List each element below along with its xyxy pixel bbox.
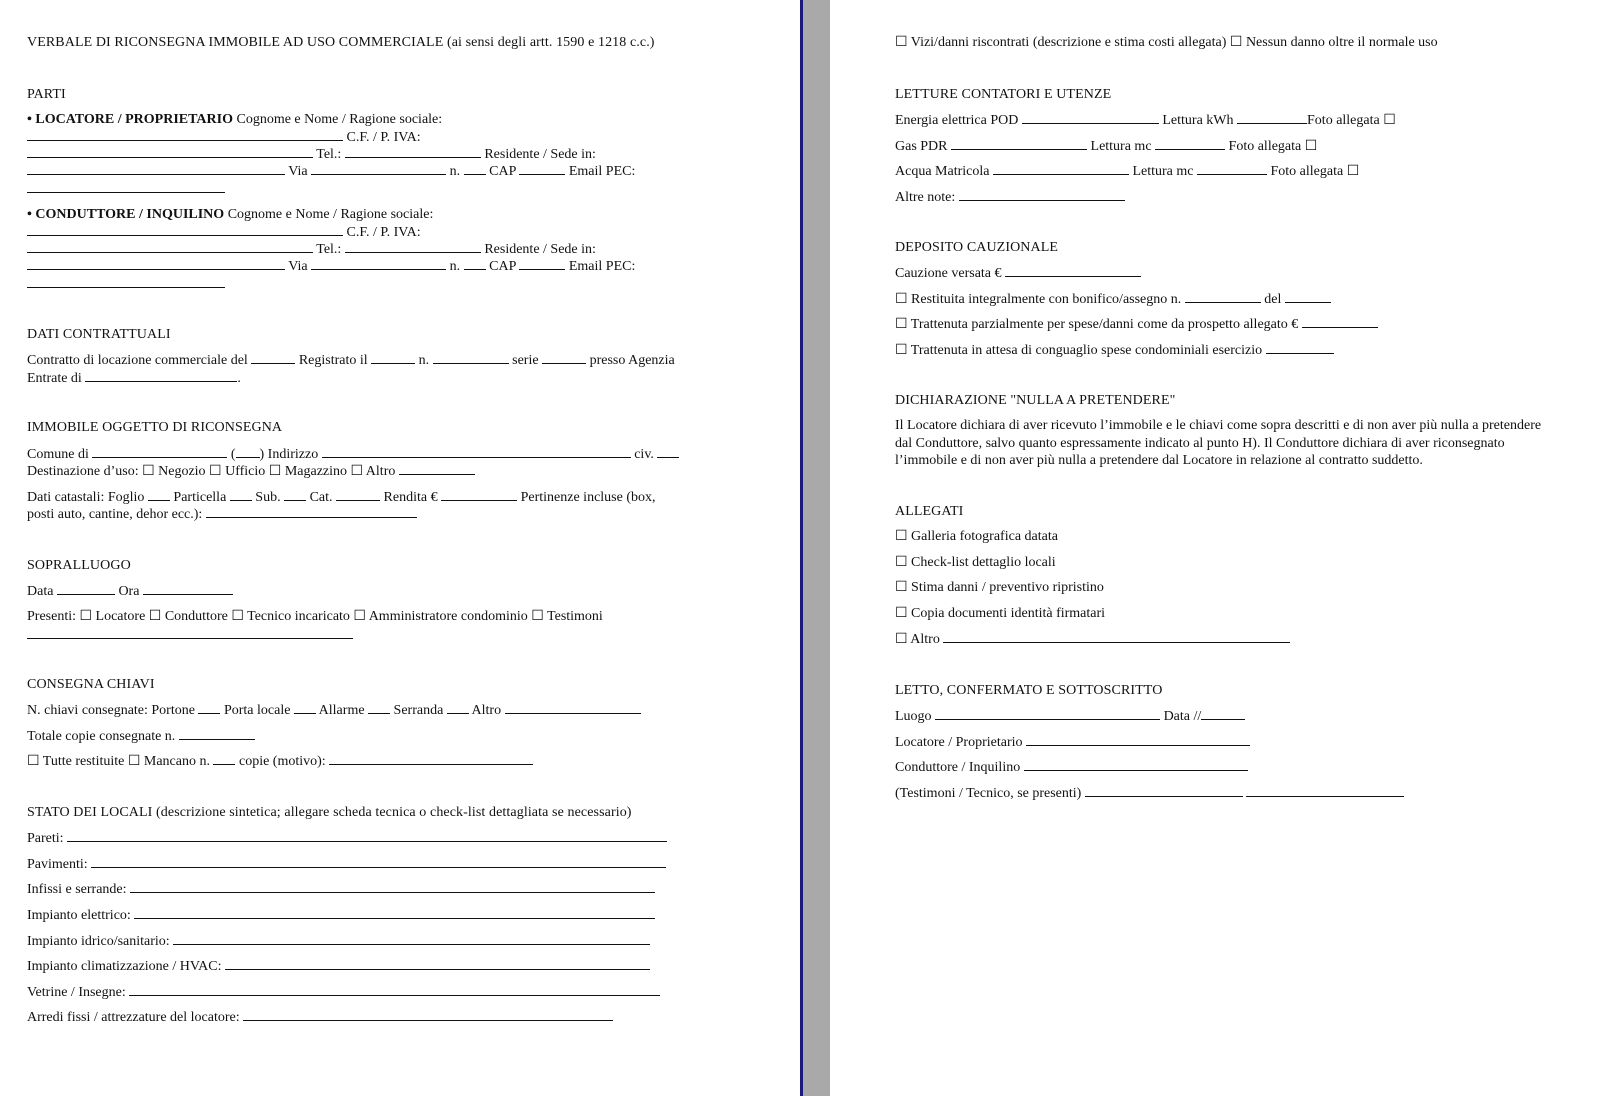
via-label: Via	[288, 164, 308, 179]
stato-field[interactable]	[134, 906, 655, 919]
locatore-cf-line	[27, 128, 421, 146]
conduttore-via-line	[27, 257, 635, 275]
paren-open: (	[230, 447, 236, 462]
trattenuta-conguaglio-line	[895, 341, 1334, 359]
stato-item	[27, 957, 650, 975]
stato-item	[27, 906, 655, 924]
cauzione-line	[895, 264, 1141, 282]
stato-field[interactable]	[130, 880, 655, 893]
stato-field[interactable]	[129, 983, 660, 996]
allegato-checkbox[interactable]: ☐ Copia documenti identità firmatari	[895, 606, 1106, 621]
altre-note-field[interactable]	[959, 188, 1125, 201]
rendita-label: Rendita €	[383, 490, 438, 505]
conduttore-residente-field[interactable]	[27, 257, 285, 270]
foto-checkbox[interactable]: Foto allegata ☐	[1228, 139, 1318, 154]
trattenuta-parziale-checkbox[interactable]: ☐ Trattenuta parzialmente per spese/danni come da prospetto allegato €	[895, 317, 1299, 332]
copie-motivo-label: copie (motivo):	[238, 754, 326, 769]
document-title: VERBALE DI RICONSEGNA IMMOBILE AD USO COMMERCIALE (ai sensi degli artt. 1590 e 1218 c.c.)	[27, 35, 655, 50]
locatore-via-field[interactable]	[311, 162, 446, 175]
chiavi-line	[27, 701, 641, 719]
conduttore-via-field[interactable]	[311, 257, 446, 270]
sopralluogo-data-line	[27, 582, 233, 600]
serranda-field[interactable]	[447, 701, 469, 714]
tel-label: Tel.:	[316, 242, 342, 257]
section-heading-deposito: DEPOSITO CAUZIONALE	[895, 240, 1059, 255]
name-label: Cognome e Nome / Ragione sociale:	[224, 207, 434, 222]
pertinenze-field[interactable]	[206, 505, 417, 518]
energia-label: Energia elettrica POD	[895, 113, 1019, 128]
allegato-item	[895, 528, 1058, 545]
foglio-field[interactable]	[148, 488, 170, 501]
entrate-label: Entrate di	[27, 371, 82, 386]
civ-label: civ.	[634, 447, 654, 462]
conduttore-label: • CONDUTTORE / INQUILINO	[27, 207, 225, 222]
locatore-tel-field[interactable]	[345, 145, 481, 158]
locatore-name-line	[27, 111, 442, 128]
serie-label: serie	[512, 353, 539, 368]
altre-note-line	[895, 188, 1125, 206]
locatore-name-field[interactable]	[27, 128, 343, 141]
gas-label: Gas PDR	[895, 139, 948, 154]
totale-copie-line	[27, 727, 255, 745]
locatore-email-line	[27, 180, 225, 198]
acqua-line	[895, 162, 1359, 180]
section-heading-immobile: IMMOBILE OGGETTO DI RICONSEGNA	[27, 420, 283, 435]
sopralluogo-ora-field[interactable]	[143, 582, 233, 595]
firma-locatore-field[interactable]	[1026, 733, 1250, 746]
presenti-line	[27, 608, 603, 625]
foto-checkbox[interactable]: Foto allegata ☐	[1270, 164, 1360, 179]
allegato-checkbox[interactable]: ☐ Stima danni / preventivo ripristino	[895, 580, 1104, 595]
testimoni-field[interactable]	[27, 626, 353, 639]
page-gutter	[800, 0, 830, 1096]
allegato-item	[895, 554, 1056, 571]
contratto-line-1	[27, 351, 675, 369]
document-page-left	[0, 0, 800, 1096]
locatore-via-line	[27, 162, 635, 180]
n-label: n.	[418, 353, 430, 368]
luogo-line	[895, 707, 1245, 725]
cap-label: CAP	[489, 259, 516, 274]
firma-data-field[interactable]	[1201, 707, 1245, 720]
cat-label: Cat.	[309, 490, 333, 505]
conduttore-tel-line	[27, 240, 596, 258]
locatore-tel-line	[27, 145, 596, 163]
ora-label: Ora	[118, 584, 140, 599]
luogo-label: Luogo	[895, 709, 932, 724]
destinazione-line	[27, 462, 475, 480]
via-label: Via	[288, 259, 308, 274]
sub-label: Sub.	[255, 490, 281, 505]
firma-testimone-2-field[interactable]	[1246, 784, 1404, 797]
foto-checkbox[interactable]: Foto allegata ☐	[1307, 113, 1396, 128]
pdr-field[interactable]	[951, 137, 1087, 150]
portone-field[interactable]	[198, 701, 220, 714]
section-heading-allegati: ALLEGATI	[895, 504, 964, 519]
luogo-field[interactable]	[935, 707, 1160, 720]
firma-conduttore-label: Conduttore / Inquilino	[895, 760, 1021, 775]
restituite-options[interactable]: ☐ Tutte restituite ☐ Mancano n.	[27, 754, 210, 769]
email-label: Email PEC:	[568, 164, 636, 179]
data-label: Data	[27, 584, 54, 599]
data-separator: /	[1197, 709, 1202, 724]
altro-label: Altro	[471, 703, 502, 718]
energia-line	[895, 111, 1396, 129]
conduttore-cap-field[interactable]	[519, 257, 565, 270]
period: .	[237, 371, 241, 386]
rendita-field[interactable]	[441, 488, 517, 501]
restituite-line	[27, 752, 533, 770]
entrate-field[interactable]	[85, 369, 237, 382]
agenzia-label: presso Agenzia	[589, 353, 675, 368]
email-label: Email PEC:	[568, 259, 636, 274]
locatore-cf-field[interactable]	[27, 145, 313, 158]
allarme-field[interactable]	[368, 701, 390, 714]
trattenuta-conguaglio-checkbox[interactable]: ☐ Trattenuta in attesa di conguaglio spese condominiali esercizio	[895, 343, 1263, 358]
vizi-line	[895, 34, 1438, 51]
civ-field[interactable]	[657, 445, 679, 458]
allegato-item	[895, 605, 1105, 622]
stato-item	[27, 983, 660, 1001]
stato-item	[27, 855, 666, 873]
stato-label: Vetrine / Insegne:	[27, 985, 126, 1000]
n-label: n.	[449, 164, 461, 179]
porta-locale-field[interactable]	[294, 701, 316, 714]
firma-testimone-1-field[interactable]	[1085, 784, 1243, 797]
cauzione-field[interactable]	[1005, 264, 1141, 277]
registro-n-field[interactable]	[433, 351, 509, 364]
gas-line	[895, 137, 1317, 155]
contratto-line-2	[27, 369, 241, 387]
serranda-label: Serranda	[393, 703, 444, 718]
serie-field[interactable]	[542, 351, 586, 364]
stato-label: Impianto elettrico:	[27, 908, 131, 923]
conduttore-cf-field[interactable]	[27, 240, 313, 253]
pertinenze-label: Pertinenze incluse (box,	[520, 490, 656, 505]
pertinenze-label-2: posti auto, cantine, dehor ecc.):	[27, 507, 203, 522]
tel-label: Tel.:	[316, 147, 342, 162]
section-heading-firme: LETTO, CONFERMATO E SOTTOSCRITTO	[895, 683, 1163, 698]
del-label: del	[1264, 292, 1282, 307]
esercizio-field[interactable]	[1266, 341, 1334, 354]
stato-label: Pavimenti:	[27, 857, 88, 872]
conduttore-name-field[interactable]	[27, 223, 343, 236]
matricola-field[interactable]	[993, 162, 1129, 175]
cf-label: C.F. / P. IVA:	[346, 130, 421, 145]
dichiarazione-text: Il Locatore dichiara di aver ricevuto l’immobile e le chiavi come sopra descritti e di non aver più nulla a pretendere dal Conduttore, salvo quanto espressamente indicato al punto H). Il Conduttore dichiara di aver riconsegnato l’immobile e di non aver più nulla a pretendere dal Locatore in relazione al contratto suddetto.	[895, 418, 1542, 468]
presenti-options[interactable]: Presenti: ☐ Locatore ☐ Conduttore ☐ Tecnico incaricato ☐ Amministratore condominio ☐ Testimoni	[27, 609, 603, 624]
chiavi-altro-field[interactable]	[505, 701, 641, 714]
kwh-field[interactable]	[1237, 111, 1307, 124]
allegato-item	[895, 579, 1104, 596]
section-heading-contratto: DATI CONTRATTUALI	[27, 327, 171, 342]
stato-field[interactable]	[243, 1008, 613, 1021]
section-heading-letture: LETTURE CONTATORI E UTENZE	[895, 87, 1112, 102]
conduttore-name-line	[27, 206, 433, 223]
section-heading-dichiarazione: DICHIARAZIONE "NULLA A PRETENDERE"	[895, 393, 1176, 408]
firma-locatore-label: Locatore / Proprietario	[895, 735, 1023, 750]
destinazione-options[interactable]: Destinazione d’uso: ☐ Negozio ☐ Ufficio ☐ Magazzino ☐ Altro	[27, 464, 396, 479]
locatore-residente-field[interactable]	[27, 162, 285, 175]
catastali-line-1	[27, 488, 656, 506]
stato-field[interactable]	[91, 855, 666, 868]
allarme-label: Allarme	[318, 703, 365, 718]
firma-locatore-line	[895, 733, 1250, 751]
gas-mc-field[interactable]	[1155, 137, 1225, 150]
contratto-date-field[interactable]	[251, 351, 295, 364]
stato-label: Pareti:	[27, 831, 64, 846]
trattenuta-parziale-line	[895, 315, 1378, 333]
allegato-item	[895, 630, 1290, 648]
mancano-n-field[interactable]	[213, 752, 235, 765]
locatore-cap-field[interactable]	[519, 162, 565, 175]
conduttore-n-field[interactable]	[464, 257, 486, 270]
cf-label: C.F. / P. IVA:	[346, 225, 421, 240]
destinazione-altro-field[interactable]	[399, 462, 475, 475]
stato-label: Infissi e serrande:	[27, 882, 127, 897]
stato-field[interactable]	[225, 957, 650, 970]
document-page-right	[830, 0, 1608, 1096]
indirizzo-field[interactable]	[322, 445, 631, 458]
stato-label: Impianto climatizzazione / HVAC:	[27, 959, 222, 974]
particella-field[interactable]	[230, 488, 252, 501]
conduttore-cf-line	[27, 223, 421, 241]
restituita-line	[895, 290, 1331, 308]
porta-locale-label: Porta locale	[223, 703, 291, 718]
section-heading-sopralluogo: SOPRALLUOGO	[27, 558, 131, 573]
firma-testimoni-label: (Testimoni / Tecnico, se presenti)	[895, 786, 1082, 801]
stato-item	[27, 1008, 613, 1026]
comune-label: Comune di	[27, 447, 89, 462]
copie-motivo-field[interactable]	[329, 752, 533, 765]
sopralluogo-data-field[interactable]	[57, 582, 115, 595]
indirizzo-label: ) Indirizzo	[259, 447, 319, 462]
section-heading-chiavi: CONSEGNA CHIAVI	[27, 677, 155, 692]
trattenuta-amount-field[interactable]	[1302, 315, 1378, 328]
conduttore-tel-field[interactable]	[345, 240, 481, 253]
conduttore-email-field[interactable]	[27, 275, 225, 288]
page-separator	[800, 0, 803, 1096]
provincia-field[interactable]	[236, 445, 260, 458]
testimoni-line	[27, 626, 353, 644]
locatore-email-field[interactable]	[27, 180, 225, 193]
n-label: n.	[449, 259, 461, 274]
portone-label: N. chiavi consegnate: Portone	[27, 703, 195, 718]
section-heading-stato: STATO DEI LOCALI (descrizione sintetica; allegare scheda tecnica o check-list dettagliata se necessario)	[27, 805, 632, 820]
vizi-options[interactable]: ☐ Vizi/danni riscontrati (descrizione e stima costi allegata) ☐ Nessun danno oltre il normale uso	[895, 35, 1438, 50]
locatore-n-field[interactable]	[464, 162, 486, 175]
foglio-label: Dati catastali: Foglio	[27, 490, 145, 505]
data-label: Data /	[1163, 709, 1198, 724]
firma-testimoni-line	[895, 784, 1404, 802]
allegato-checkbox[interactable]: ☐ Altro	[895, 632, 940, 647]
registrato-label: Registrato il	[298, 353, 368, 368]
stato-item	[27, 829, 667, 847]
cauzione-label: Cauzione versata €	[895, 266, 1002, 281]
acqua-label: Acqua Matricola	[895, 164, 990, 179]
allegato-checkbox[interactable]: ☐ Check-list dettaglio locali	[895, 555, 1056, 570]
stato-item	[27, 880, 655, 898]
catastali-line-2	[27, 505, 417, 523]
allegato-checkbox[interactable]: ☐ Galleria fotografica datata	[895, 529, 1058, 544]
totale-copie-label: Totale copie consegnate n.	[27, 729, 176, 744]
residente-label: Residente / Sede in:	[484, 147, 596, 162]
assegno-date-field[interactable]	[1285, 290, 1331, 303]
pod-field[interactable]	[1022, 111, 1159, 124]
firma-conduttore-line	[895, 758, 1248, 776]
assegno-n-field[interactable]	[1185, 290, 1261, 303]
stato-item	[27, 932, 650, 950]
particella-label: Particella	[173, 490, 227, 505]
mc-label: Lettura mc	[1132, 164, 1194, 179]
section-heading-parti: PARTI	[27, 87, 66, 102]
residente-label: Residente / Sede in:	[484, 242, 596, 257]
registrato-date-field[interactable]	[371, 351, 415, 364]
stato-label: Arredi fissi / attrezzature del locatore:	[27, 1010, 240, 1025]
stato-field[interactable]	[173, 932, 650, 945]
conduttore-email-line	[27, 275, 225, 293]
altre-note-label: Altre note:	[895, 190, 956, 205]
name-label: Cognome e Nome / Ragione sociale:	[232, 112, 443, 127]
firma-conduttore-field[interactable]	[1024, 758, 1248, 771]
stato-field[interactable]	[67, 829, 667, 842]
comune-line	[27, 445, 679, 463]
cap-label: CAP	[489, 164, 516, 179]
restituita-checkbox[interactable]: ☐ Restituita integralmente con bonifico/assegno n.	[895, 292, 1182, 307]
kwh-label: Lettura kWh	[1162, 113, 1234, 128]
comune-field[interactable]	[92, 445, 227, 458]
cat-field[interactable]	[336, 488, 380, 501]
acqua-mc-field[interactable]	[1197, 162, 1267, 175]
totale-copie-field[interactable]	[179, 727, 255, 740]
allegato-altro-field[interactable]	[943, 630, 1290, 643]
mc-label: Lettura mc	[1090, 139, 1152, 154]
sub-field[interactable]	[284, 488, 306, 501]
stato-label: Impianto idrico/sanitario:	[27, 934, 170, 949]
contratto-del-label: Contratto di locazione commerciale del	[27, 353, 248, 368]
locatore-label: • LOCATORE / PROPRIETARIO	[27, 112, 233, 127]
